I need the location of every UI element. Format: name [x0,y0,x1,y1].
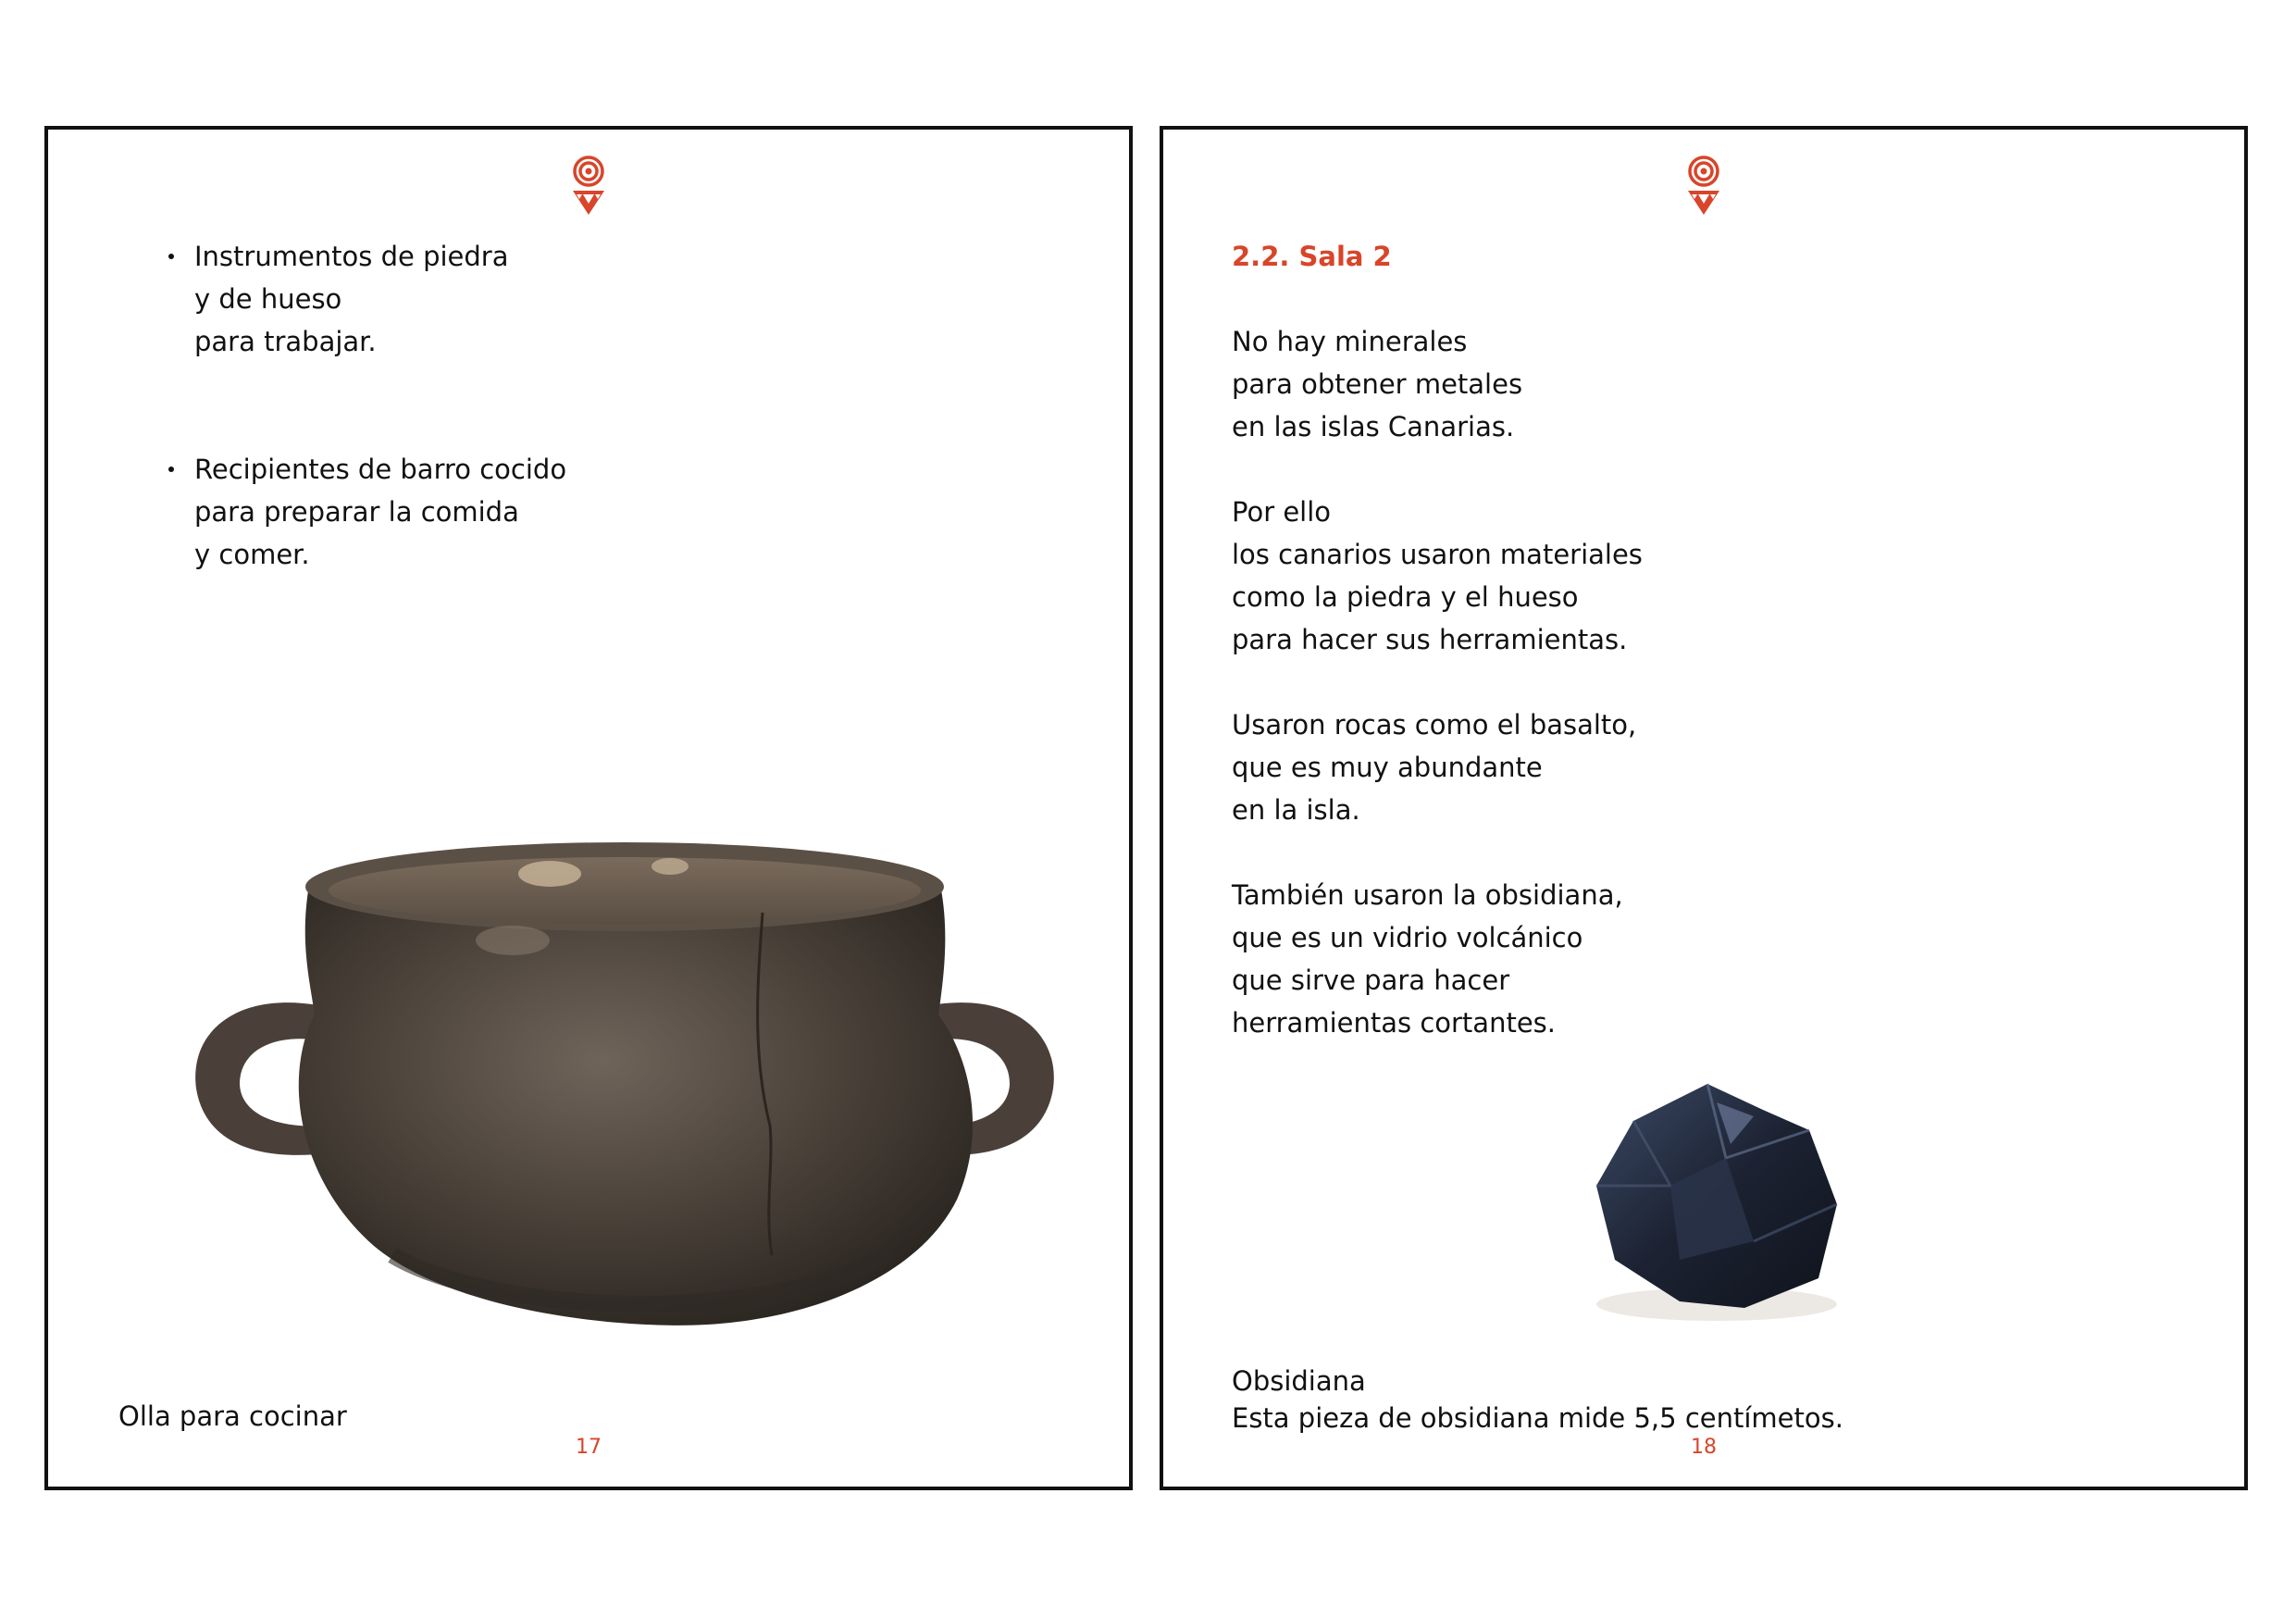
bullet-dot [168,254,174,259]
page-right [1160,126,2248,1490]
text-line: No hay minerales [1232,326,1468,357]
text-line: en las islas Canarias. [1232,411,1515,442]
text-line: para obtener metales [1232,368,1523,400]
text-line: Usaron rocas como el basalto, [1232,709,1637,741]
concentric-circle-triangles-logo [1684,156,1723,218]
bullet-dot [168,467,174,472]
text-line: que sirve para hacer [1232,965,1510,996]
pot-caption: Olla para cocinar [118,1400,347,1432]
bullet-line: Recipientes de barro cocido [194,454,567,485]
text-line: También usaron la obsidiana, [1232,879,1623,911]
text-line: Por ello [1232,496,1332,528]
page-number: 17 [576,1436,602,1459]
obsidian-caption-title: Obsidiana [1232,1365,1366,1397]
obsidian-caption-text: Esta pieza de obsidiana mide 5,5 centímetos. [1232,1402,1843,1434]
clay-pot-image [152,829,1098,1357]
obsidian-rock-image [1569,1065,1855,1330]
bullet-line: Instrumentos de piedra [194,241,509,272]
bullet-line: para trabajar. [194,326,377,357]
text-line: los canarios usaron materiales [1232,539,1643,570]
section-title: 2.2. Sala 2 [1232,241,1392,272]
bullet-line: y de hueso [194,283,342,315]
bullet-list [168,235,566,576]
text-line: herramientas cortantes. [1232,1007,1556,1039]
text-line: en la isla. [1232,794,1360,826]
body-text [1232,320,1643,1044]
bullet-item-clay-vessels [168,448,566,576]
page-number: 18 [1691,1436,1717,1459]
text-line: que es muy abundante [1232,752,1543,783]
bullet-line: y comer. [194,539,310,570]
text-line: para hacer sus herramientas. [1232,624,1628,655]
bullet-line: para preparar la comida [194,496,519,528]
bullet-item-stone-tools [168,235,566,363]
text-line: que es un vidrio volcánico [1232,922,1583,953]
concentric-circle-triangles-logo [569,156,608,218]
page-left [44,126,1133,1490]
text-line: como la piedra y el hueso [1232,581,1579,613]
